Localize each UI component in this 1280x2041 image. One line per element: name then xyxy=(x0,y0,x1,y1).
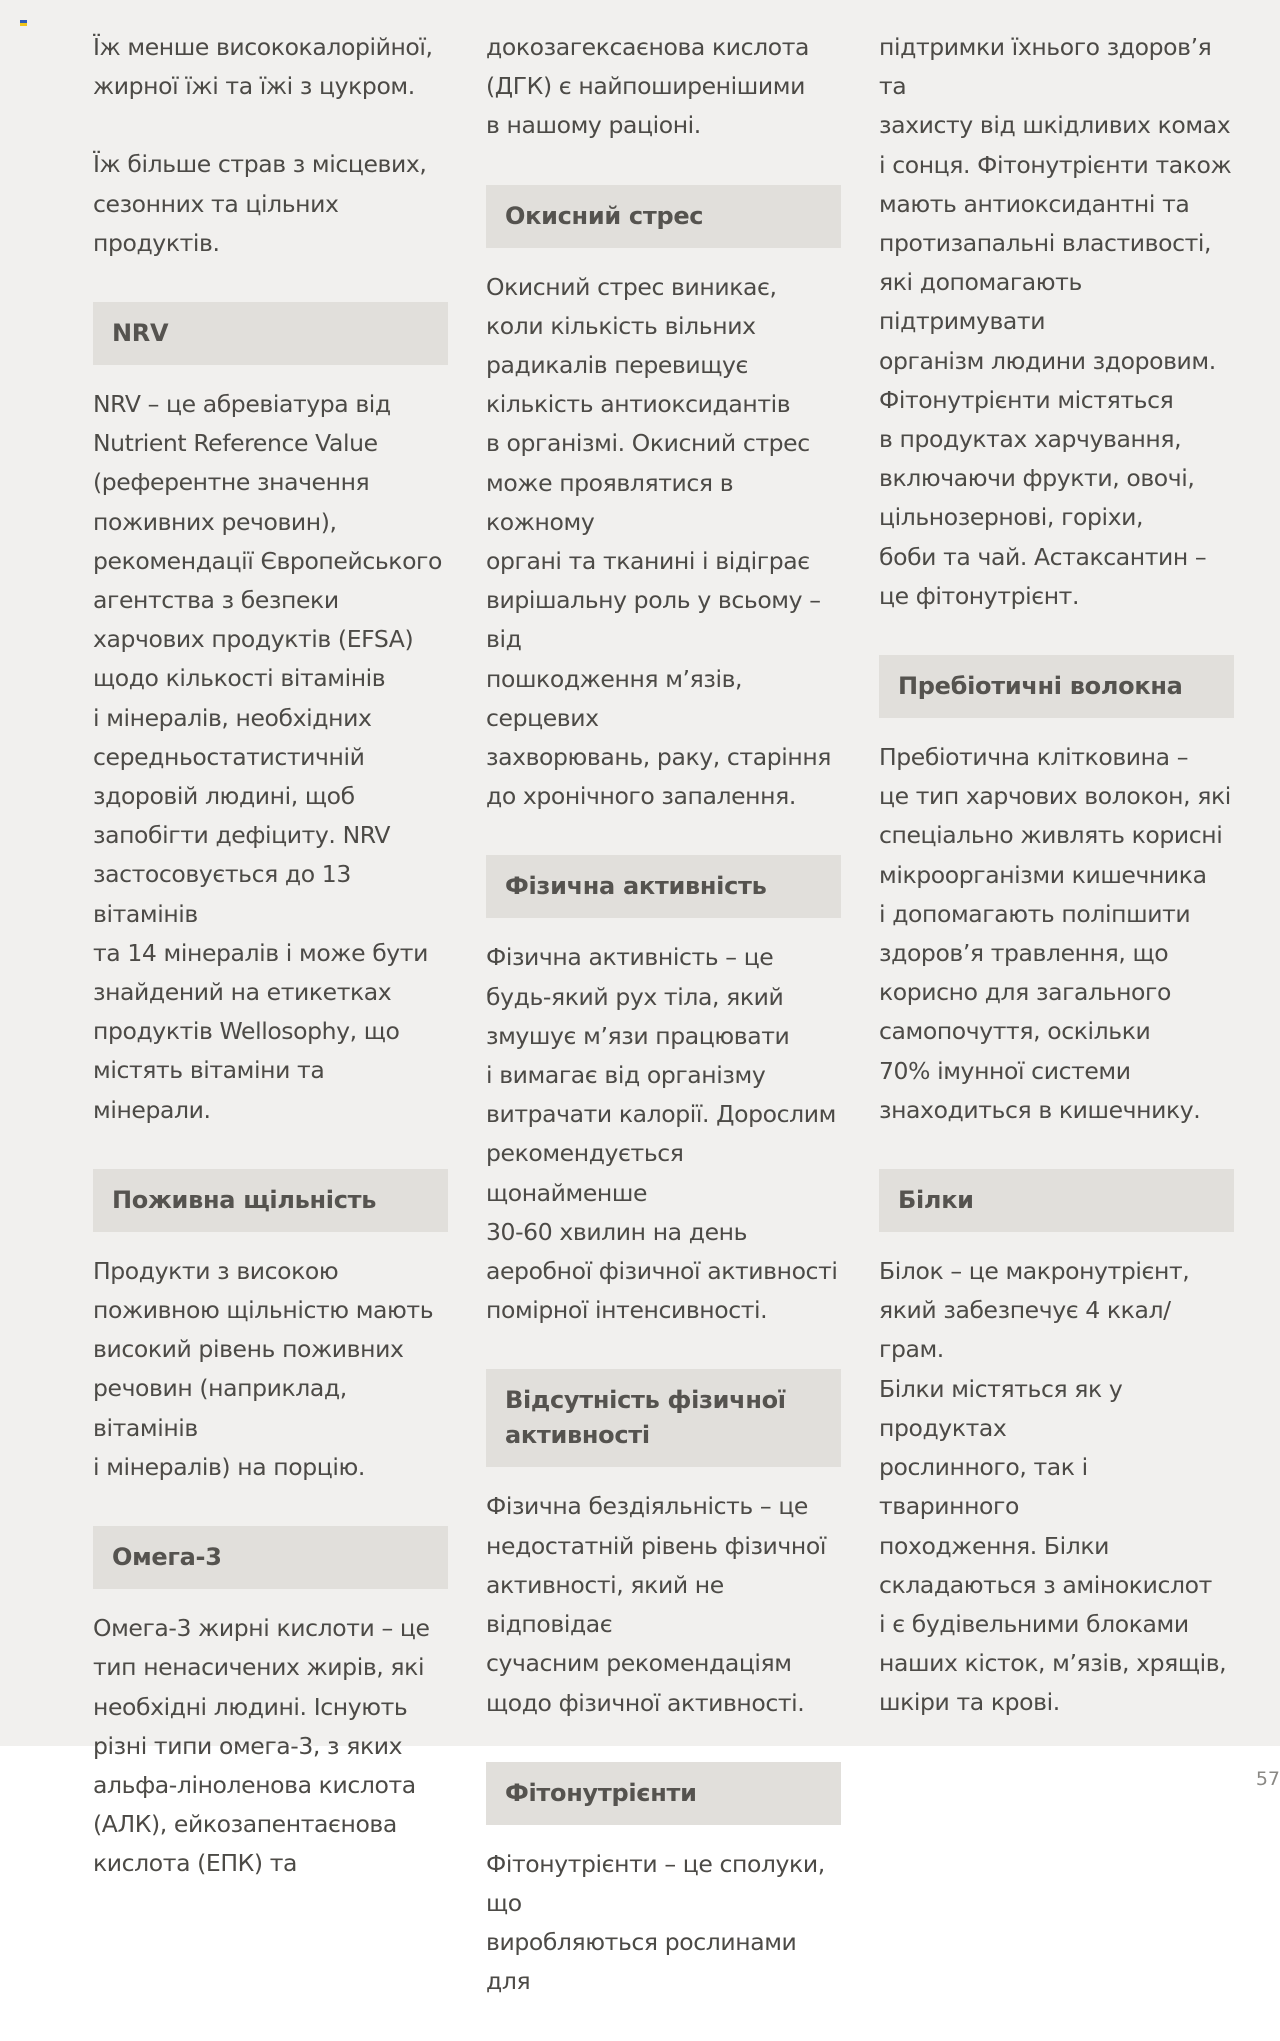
paragraph-proteins: Білок – це макронутрієнт, який забезпечує 4 ккал/грам. Білки містяться як у продуктах рослинного, так і тваринного походження. Білки складаються з амінокислот і є будівельними блоками наших кісток, м’язів, хрящів, шкіри та крові. xyxy=(879,1257,1227,1717)
paragraph-omega-3: Омега-3 жирні кислоти – це тип ненасичених жирів, які необхідні людині. Існують різні типи омега-3, з яких альфа-ліноленова кислота (АЛК), ейкозапентаєнова кислота (ЕПК) та xyxy=(93,1614,430,1878)
paragraph-phytonutrients-start: Фітонутрієнти – це сполуки, що виробляються рослинами для xyxy=(486,1849,825,1996)
heading-oxidative-stress: Окисний стрес xyxy=(486,185,841,248)
heading-nutrient-density: Поживна щільність xyxy=(93,1169,448,1232)
heading-proteins: Білки xyxy=(879,1169,1234,1232)
paragraph-phytonutrients-cont: підтримки їхнього здоров’я та захисту від шкідливих комах і сонця. Фітонутрієнти також мають антиоксидантні та протизапальні властивості, які допомагають підтримувати організм людини здоровим. Фітонутрієнти містяться в продуктах харчування, включаючи фрукти, овочі, цільнозернові, горіхи, боби та чай. Астаксантин – це фітонутрієнт. xyxy=(879,33,1232,610)
heading-phytonutrients: Фітонутрієнти xyxy=(486,1762,841,1825)
heading-physical-activity: Фізична активність xyxy=(486,855,841,918)
paragraph-eat-more: Їж більше страв з місцевих, сезонних та цільних продуктів. xyxy=(93,150,427,257)
heading-nrv: NRV xyxy=(93,302,448,365)
column-1 xyxy=(93,28,448,1923)
paragraph-physical-inactivity: Фізична бездіяльність – це недостатній рівень фізичної активності, який не відповідає сучасним рекомендаціям щодо фізичної активності. xyxy=(486,1492,826,1717)
column-3 xyxy=(879,28,1234,1762)
page-number: 57 xyxy=(1255,1768,1280,1790)
ukraine-flag-icon xyxy=(20,20,27,26)
column-2 xyxy=(486,28,841,2041)
paragraph-oxidative-stress: Окисний стрес виникає, коли кількість вільних радикалів перевищує кількість антиоксидантів в організмі. Окисний стрес може проявлятися в кожному органі та тканині і відіграє вирішальну роль у всьому – від пошкодження м’язів, серцевих захворювань, раку, старіння до хронічного запалення. xyxy=(486,272,832,811)
paragraph-prebiotic-fiber: Пребіотична клітковина – це тип харчових волокон, які спеціально живлять корисні мікроорганізми кишечника і допомагають поліпшити здоров’я травлення, що корисно для загального самопочуття, оскільки 70% імунної системи знаходиться в кишечнику. xyxy=(879,743,1231,1124)
paragraph-dha: докозагексаєнова кислота (ДГК) є найпоширенішими в нашому раціоні. xyxy=(486,33,810,140)
paragraph-physical-activity: Фізична активність – це будь-який рух тіла, який змушує м’язи працювати і вимагає від організму витрачати калорії. Дорослим рекомендується щонайменше 30-60 хвилин на день аеробної фізичної активності помірної інтенсивності. xyxy=(486,943,838,1325)
paragraph-nutrient-density: Продукти з високою поживною щільністю мають високий рівень поживних речовин (наприклад, вітамінів і мінералів) на порцію. xyxy=(93,1256,434,1481)
paragraph-eat-less: Їж менше висококалорійної, жирної їжі та їжі з цукром. xyxy=(93,33,433,101)
paragraph-nrv: NRV – це абревіатура від Nutrient Reference Value (референтне значення поживних речовин), рекомендації Європейського агентства з безпеки харчових продуктів (EFSA) щодо кількості вітамінів і мінералів, необхідних середньостатистичній здоровій людині, щоб запобігти дефіциту. NRV застосовується до 13 вітамінів та 14 мінералів і може бути знайдений на етикетках продуктів Wellosophy, що містять вітаміни та мінерали. xyxy=(93,390,442,1124)
heading-omega-3: Омега-3 xyxy=(93,1526,448,1589)
heading-prebiotic-fiber: Пребіотичні волокна xyxy=(879,655,1234,718)
heading-physical-inactivity: Відсутність фізичної активності xyxy=(486,1369,841,1467)
